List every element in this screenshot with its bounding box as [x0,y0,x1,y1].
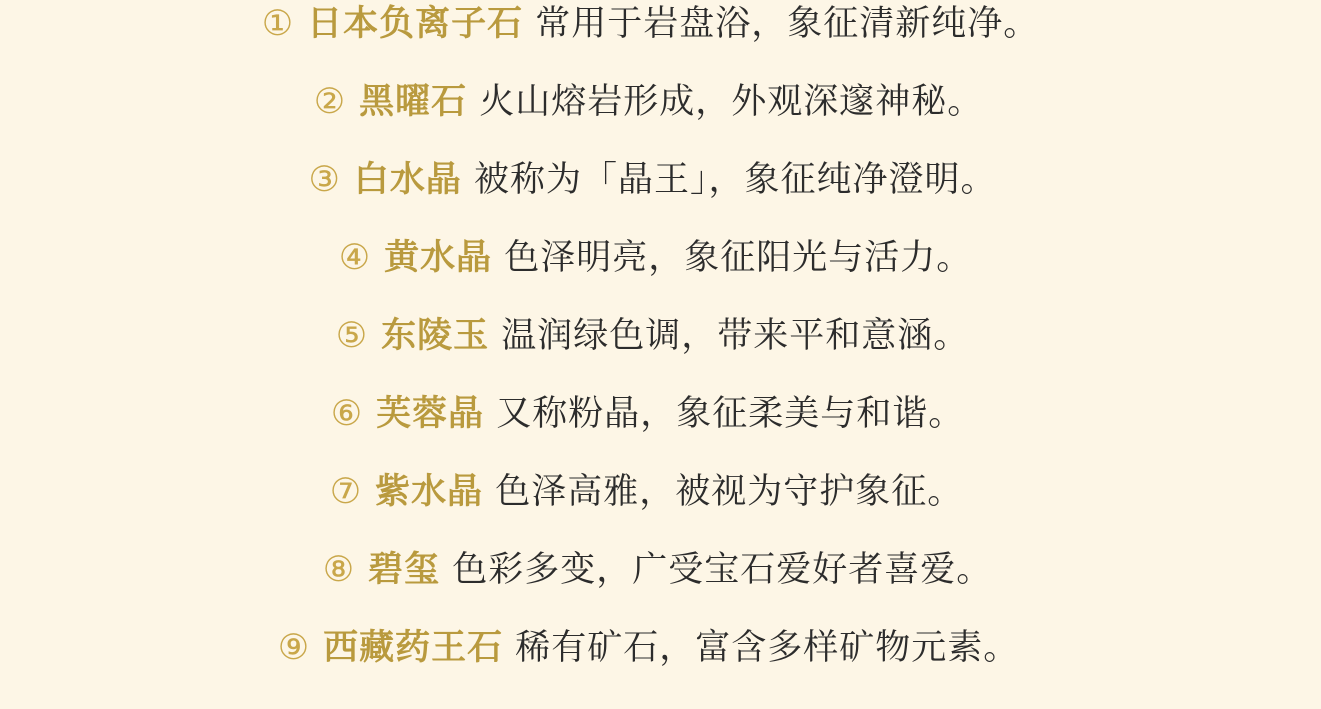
list-item [0,396,1321,474]
list-item [0,84,1321,162]
list-item-content [336,318,969,353]
list-item-name: 东陵玉 [381,316,490,355]
list-item-name: 紫水晶 [375,472,484,511]
list-item-name: 黄水晶 [384,238,493,277]
list-item-marker: ② [313,82,346,121]
list-item-marker: ③ [308,160,340,199]
list-item [0,474,1321,552]
list-item-name: 碧玺 [368,550,441,589]
list-item-content [314,84,983,119]
list-item [0,6,1321,84]
list-item-description: 色泽明亮，象征阳光与活力。 [504,238,973,277]
list-item [0,162,1321,240]
list-item-name: 芙蓉晶 [376,394,485,433]
list-item [0,552,1321,630]
list-item-name: 西藏药王石 [323,628,504,667]
list-item-content [339,240,972,275]
list-item-content [278,630,1019,665]
list-item-marker: ⑧ [322,550,355,589]
list-item-marker: ⑤ [335,316,368,355]
list-item-content [330,474,963,509]
list-item-content [309,162,997,197]
list-item-content [331,396,964,431]
list-item-marker: ④ [338,238,371,277]
list-item-description: 稀有矿石，富含多样矿物元素。 [515,628,1020,667]
list-item-description: 火山熔岩形成，外观深邃神秘。 [479,82,984,121]
list-item [0,630,1321,708]
list-item [0,240,1321,318]
list-item-marker: ⑥ [330,394,363,433]
list-item-marker: ① [261,4,294,43]
list-item-marker: ⑨ [277,628,310,667]
list-item-description: 常用于岩盘浴，象征清新纯净。 [535,4,1040,43]
list-item-description: 又称粉晶，象征柔美与和谐。 [496,394,965,433]
list-item [0,318,1321,396]
list-item-description: 色泽高雅，被视为守护象征。 [495,472,964,511]
list-item-marker: ⑦ [329,472,362,511]
list-item-description: 被称为「晶王」，象征纯净澄明。 [473,160,997,199]
list-item-description: 温润绿色调，带来平和意涵。 [501,316,970,355]
list-item-description: 色彩多变，广受宝石爱好者喜爱。 [452,550,993,589]
list-item-content [323,552,992,587]
list-item-name: 日本负离子石 [307,4,524,43]
list-item-name: 黑曜石 [359,82,468,121]
list-item-name: 白水晶 [353,160,462,199]
list-item-content [262,6,1039,41]
